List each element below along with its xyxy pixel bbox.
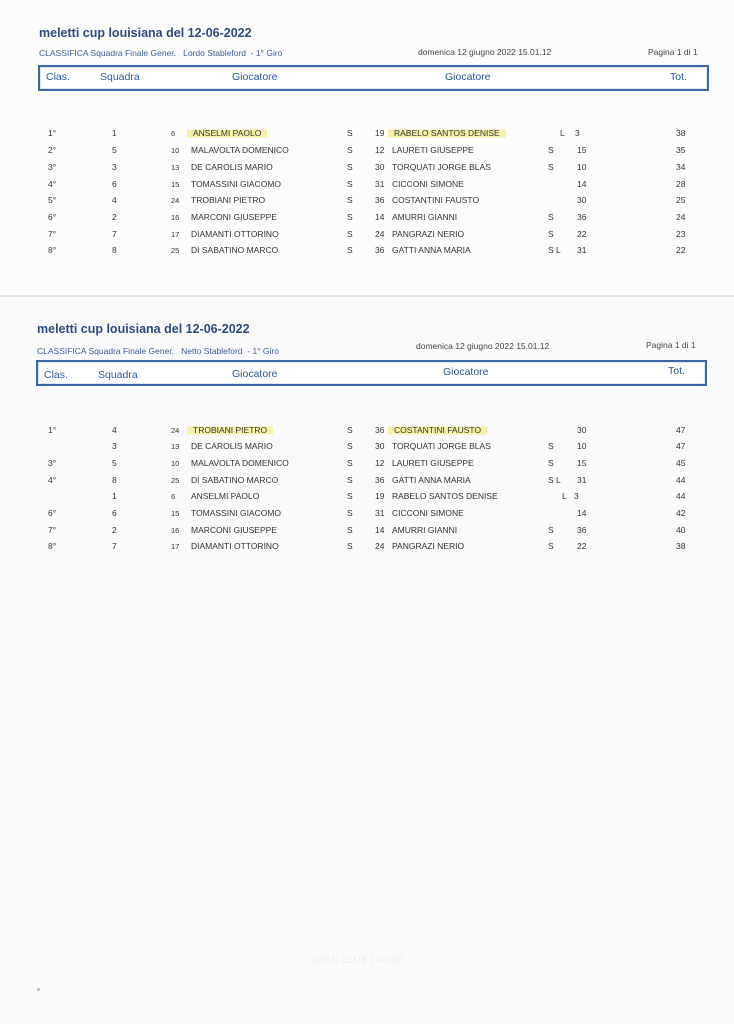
player1-number: 16 (171, 213, 180, 222)
total-cell: 38 (676, 128, 686, 138)
total-cell: 25 (676, 195, 686, 205)
team-cell: 6 (112, 508, 117, 518)
player1-flag: S (347, 441, 353, 451)
header-clas: Clas. (46, 71, 70, 83)
player2-value: 14 (577, 179, 587, 189)
total-cell: 47 (676, 425, 686, 435)
header-squadra: Squadra (100, 71, 140, 83)
player2-flags: S (548, 212, 554, 222)
team-cell: 5 (112, 458, 117, 468)
player1-name: DIAMANTI OTTORINO (191, 541, 279, 551)
player2-number: 24 (375, 229, 385, 239)
player2-flags: S (548, 441, 554, 451)
player1-flag: S (347, 162, 353, 172)
player1-name: DE CAROLIS MARIO (191, 441, 273, 451)
player2-number: 12 (375, 458, 385, 468)
player2-name: AMURRI GIANNI (392, 212, 458, 222)
player2-flags: S L (548, 475, 561, 485)
player1-number: 17 (171, 230, 180, 239)
team-cell: 4 (112, 425, 117, 435)
player2-name: LAURETI GIUSEPPE (392, 145, 474, 155)
classification-subtitle: CLASSIFICA Squadra Finale Gener. Netto Stableford - 1° Giro (37, 346, 279, 356)
player2-name: LAURETI GIUSEPPE (392, 458, 474, 468)
player1-name: MARCONI GIUSEPPE (191, 212, 277, 222)
player1-name: TROBIANI PIETRO (187, 425, 273, 435)
team-cell: 3 (112, 162, 117, 172)
sheet-divider (0, 295, 734, 297)
total-cell: 44 (676, 491, 686, 501)
team-cell: 8 (112, 245, 117, 255)
player2-name: COSTANTINI FAUSTO (388, 425, 487, 435)
player1-name: ANSELMI PAOLO (191, 491, 260, 501)
player2-value: 31 (577, 245, 587, 255)
player1-name: DI SABATINO MARCO (191, 245, 279, 255)
player1-flag: S (347, 508, 353, 518)
player2-value: 15 (577, 458, 587, 468)
player1-number: 24 (171, 426, 180, 435)
team-cell: 7 (112, 541, 117, 551)
total-cell: 28 (676, 179, 686, 189)
total-cell: 45 (676, 458, 686, 468)
player1-number: 10 (171, 459, 180, 468)
player1-name: TROBIANI PIETRO (191, 195, 266, 205)
player1-name: TOMASSINI GIACOMO (191, 508, 282, 518)
print-datetime: domenica 12 giugno 2022 15.01.12 (416, 341, 550, 351)
rank-cell: 4° (48, 179, 57, 189)
player2-flags: S (548, 458, 554, 468)
player2-number: 30 (375, 441, 385, 451)
player1-number: 15 (171, 509, 180, 518)
team-cell: 6 (112, 179, 117, 189)
player2-value: 22 (577, 541, 587, 551)
player2-value: 10 (577, 441, 587, 451)
team-cell: 7 (112, 229, 117, 239)
player2-number: 30 (375, 162, 385, 172)
player2-number: 36 (375, 245, 385, 255)
player2-value: 15 (577, 145, 587, 155)
player2-flags: L (560, 128, 565, 138)
player1-number: 25 (171, 246, 180, 255)
player1-flag: S (347, 179, 353, 189)
player2-value: 36 (577, 212, 587, 222)
player2-name: PANGRAZI NERIO (392, 541, 465, 551)
player2-number: 12 (375, 145, 385, 155)
player1-number: 13 (171, 442, 180, 451)
player2-number: 36 (375, 475, 385, 485)
rank-cell: 2° (48, 145, 57, 155)
player2-name: AMURRI GIANNI (392, 525, 458, 535)
total-cell: 40 (676, 525, 686, 535)
team-cell: 1 (112, 128, 117, 138)
team-cell: 5 (112, 145, 117, 155)
team-cell: 2 (112, 525, 117, 535)
player1-flag: S (347, 541, 353, 551)
player2-number: 36 (375, 195, 385, 205)
player1-flag: S (347, 245, 353, 255)
player2-flags: S (548, 145, 554, 155)
player1-number: 25 (171, 476, 180, 485)
team-cell: 4 (112, 195, 117, 205)
player1-number: 17 (171, 542, 180, 551)
player1-number: 16 (171, 526, 180, 535)
player2-value: 3 (575, 128, 580, 138)
player2-number: 36 (375, 425, 385, 435)
player2-name: RABELO SANTOS DENISE (388, 128, 506, 138)
print-datetime: domenica 12 giugno 2022 15.01.12 (418, 47, 552, 57)
rank-cell: 1° (48, 128, 57, 138)
rank-cell: 3° (48, 162, 57, 172)
player2-name: GATTI ANNA MARIA (392, 245, 471, 255)
total-cell: 23 (676, 229, 686, 239)
player2-value: 30 (577, 425, 587, 435)
rank-cell: 7° (48, 525, 57, 535)
page-title: meletti cup louisiana del 12-06-2022 (39, 26, 252, 40)
player2-name: COSTANTINI FAUSTO (392, 195, 480, 205)
header-giocatore-1: Giocatore (232, 71, 278, 83)
team-cell: 2 (112, 212, 117, 222)
player1-number: 13 (171, 163, 180, 172)
team-cell: 1 (112, 491, 117, 501)
header-tot: Tot. (670, 71, 687, 83)
total-cell: 44 (676, 475, 686, 485)
total-cell: 47 (676, 441, 686, 451)
total-cell: 34 (676, 162, 686, 172)
total-cell: 24 (676, 212, 686, 222)
rank-cell: 4° (48, 475, 57, 485)
player2-number: 31 (375, 179, 385, 189)
header-giocatore-2: Giocatore (443, 366, 489, 378)
player2-number: 31 (375, 508, 385, 518)
player2-name: TORQUATI JORGE BLAS (392, 162, 491, 172)
player2-value: 36 (577, 525, 587, 535)
rank-cell: 8° (48, 245, 57, 255)
page-indicator: Pagina 1 di 1 (646, 340, 696, 350)
player2-name: RABELO SANTOS DENISE (392, 491, 498, 501)
rank-cell: 5° (48, 195, 57, 205)
player1-name: MALAVOLTA DOMENICO (191, 458, 289, 468)
player1-flag: S (347, 212, 353, 222)
player2-number: 14 (375, 525, 385, 535)
player2-name: CICCONI SIMONE (392, 179, 464, 189)
header-giocatore-2: Giocatore (445, 71, 491, 83)
classification-subtitle: CLASSIFICA Squadra Finale Gener. Lordo Stableford - 1° Giro (39, 48, 283, 58)
rank-cell: 6° (48, 508, 57, 518)
total-cell: 42 (676, 508, 686, 518)
table-header (38, 65, 709, 91)
player2-value: 31 (577, 475, 587, 485)
rank-cell: 3° (48, 458, 57, 468)
club-footer-watermark: GOLF CLUB I FIUMI (312, 955, 404, 965)
player2-flags: S (548, 525, 554, 535)
player1-name: MARCONI GIUSEPPE (191, 525, 277, 535)
player2-number: 19 (375, 491, 385, 501)
player2-flags: S L (548, 245, 561, 255)
player1-flag: S (347, 128, 353, 138)
scan-speck (37, 988, 40, 991)
player2-value: 22 (577, 229, 587, 239)
total-cell: 35 (676, 145, 686, 155)
table-header (36, 360, 707, 386)
player1-flag: S (347, 229, 353, 239)
results-sheet-lordo (0, 0, 734, 296)
player2-flags: S (548, 162, 554, 172)
total-cell: 38 (676, 541, 686, 551)
rank-cell: 1° (48, 425, 57, 435)
player2-number: 24 (375, 541, 385, 551)
player2-name: TORQUATI JORGE BLAS (392, 441, 491, 451)
player2-number: 14 (375, 212, 385, 222)
player1-name: DE CAROLIS MARIO (191, 162, 273, 172)
player1-number: 24 (171, 196, 180, 205)
player1-name: ANSELMI PAOLO (187, 128, 267, 138)
player1-number: 6 (171, 492, 176, 501)
page-title: meletti cup louisiana del 12-06-2022 (37, 322, 250, 336)
player1-number: 15 (171, 180, 180, 189)
total-cell: 22 (676, 245, 686, 255)
player1-name: DI SABATINO MARCO (191, 475, 279, 485)
player1-flag: S (347, 475, 353, 485)
player2-value: 3 (574, 491, 579, 501)
player1-flag: S (347, 425, 353, 435)
rank-cell: 6° (48, 212, 57, 222)
player1-flag: S (347, 491, 353, 501)
player1-flag: S (347, 525, 353, 535)
team-cell: 8 (112, 475, 117, 485)
player2-name: PANGRAZI NERIO (392, 229, 465, 239)
player2-number: 19 (375, 128, 385, 138)
player1-number: 10 (171, 146, 180, 155)
player1-name: MALAVOLTA DOMENICO (191, 145, 289, 155)
results-sheet-netto (0, 297, 734, 1024)
player1-flag: S (347, 458, 353, 468)
player2-name: GATTI ANNA MARIA (392, 475, 471, 485)
player1-flag: S (347, 145, 353, 155)
header-clas: Clas. (44, 369, 68, 381)
player2-flags: S (548, 541, 554, 551)
header-tot: Tot. (668, 365, 685, 377)
rank-cell: 8° (48, 541, 57, 551)
player2-value: 10 (577, 162, 587, 172)
rank-cell: 7° (48, 229, 57, 239)
player1-name: DIAMANTI OTTORINO (191, 229, 279, 239)
player2-name: CICCONI SIMONE (392, 508, 464, 518)
player2-value: 14 (577, 508, 587, 518)
player2-flags: L (562, 491, 567, 501)
player1-name: TOMASSINI GIACOMO (191, 179, 282, 189)
player2-value: 30 (577, 195, 587, 205)
header-squadra: Squadra (98, 369, 138, 381)
page-indicator: Pagina 1 di 1 (648, 47, 698, 57)
player2-flags: S (548, 229, 554, 239)
header-giocatore-1: Giocatore (232, 368, 278, 380)
team-cell: 3 (112, 441, 117, 451)
player1-flag: S (347, 195, 353, 205)
player1-number: 6 (171, 129, 176, 138)
